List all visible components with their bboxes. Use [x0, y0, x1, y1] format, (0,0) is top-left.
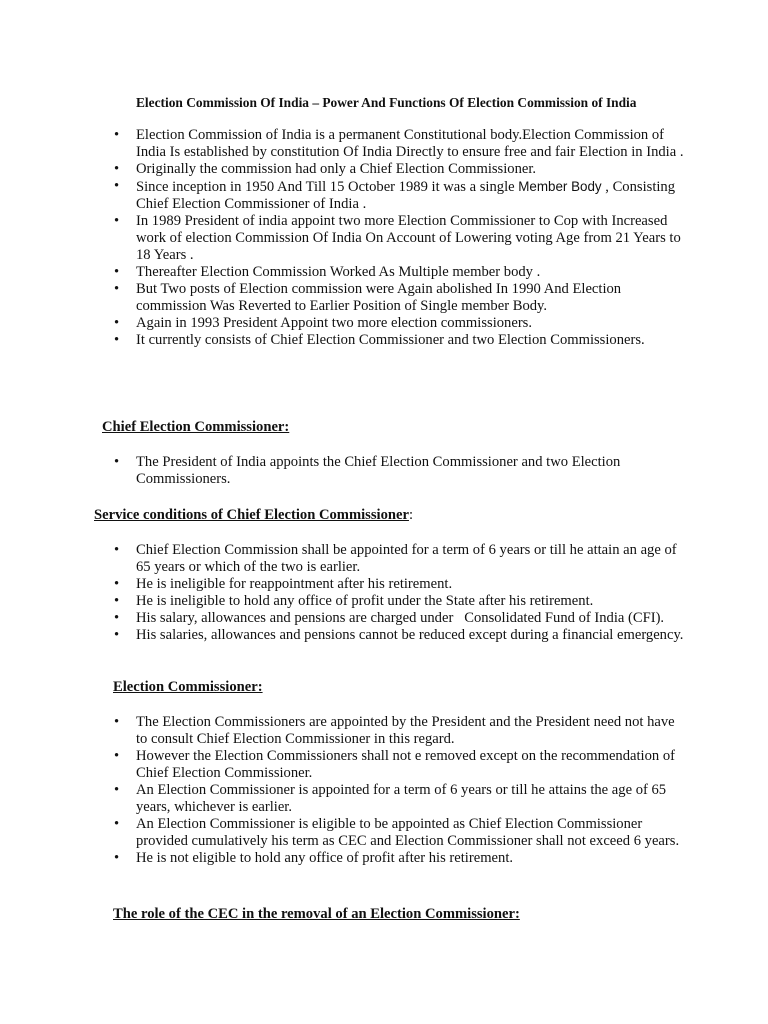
- intro-list: [114, 127, 684, 349]
- bullet-icon: •: [114, 332, 120, 348]
- bullet-icon: •: [114, 748, 120, 764]
- list-item: • Election Commission of India is a permanent Constitutional body.Election Commission of India Is established by constitution Of India Directly to ensure free and fair Election in India .: [114, 127, 684, 160]
- document-title: Election Commission Of India – Power And Functions Of Election Commission of India: [136, 95, 637, 110]
- bullet-icon: •: [114, 593, 120, 609]
- list-item: • He is ineligible for reappointment after his retirement.: [114, 576, 453, 592]
- bullet-icon: •: [114, 281, 120, 297]
- list-item: • He is not eligible to hold any office of profit after his retirement.: [114, 850, 514, 866]
- list-item: • Since inception in 1950 And Till 15 October 1989 it was a single Member Body , Consisting Chief Election Commissioner of India .: [114, 178, 676, 212]
- bullet-icon: •: [114, 454, 120, 470]
- list-item: • The President of India appoints the Chief Election Commissioner and two Election Commissioners.: [114, 454, 621, 487]
- list-item: • But Two posts of Election commission were Again abolished In 1990 And Election commission Was Reverted to Earlier Position of Single member Body.: [114, 281, 622, 314]
- bullet-icon: •: [114, 782, 120, 798]
- bullet-icon: •: [114, 178, 120, 194]
- list-item: • Originally the commission had only a Chief Election Commissioner.: [114, 161, 537, 177]
- list-item: • An Election Commissioner is appointed for a term of 6 years or till he attains the age of 65 years, whichever is earlier.: [114, 782, 667, 815]
- service-list: [114, 542, 684, 644]
- bullet-icon: •: [114, 850, 120, 866]
- list-item: • His salaries, allowances and pensions cannot be reduced except during a financial emergency.: [114, 627, 684, 643]
- list-item: • Chief Election Commission shall be appointed for a term of 6 years or till he attain an age of 65 years or which of the two is earlier.: [114, 542, 677, 575]
- bullet-icon: •: [114, 213, 120, 229]
- list-item: • The Election Commissioners are appointed by the President and the President need not have to consult Chief Election Commissioner in this regard.: [114, 714, 675, 747]
- cec-heading: Chief Election Commissioner:: [102, 419, 290, 435]
- list-item: • His salary, allowances and pensions are charged under Consolidated Fund of India (CFI).: [114, 610, 665, 626]
- list-item: • He is ineligible to hold any office of profit under the State after his retirement.: [114, 593, 594, 609]
- bullet-icon: •: [114, 816, 120, 832]
- list-item: • It currently consists of Chief Election Commissioner and two Election Commissioners.: [114, 332, 645, 348]
- bullet-icon: •: [114, 264, 120, 280]
- removal-heading: The role of the CEC in the removal of an Election Commissioner:: [113, 906, 520, 922]
- bullet-icon: •: [114, 610, 120, 626]
- list-item: • Thereafter Election Commission Worked As Multiple member body .: [114, 264, 541, 280]
- member-body-text: Member Body: [518, 179, 602, 194]
- list-item: • However the Election Commissioners shall not e removed except on the recommendation of Chief Election Commissioner.: [114, 748, 676, 781]
- service-heading: Service conditions of Chief Election Commissioner:: [94, 507, 414, 523]
- ec-heading: Election Commissioner:: [113, 679, 263, 695]
- bullet-icon: •: [114, 627, 120, 643]
- bullet-icon: •: [114, 576, 120, 592]
- bullet-icon: •: [114, 542, 120, 558]
- list-item: • Again in 1993 President Appoint two more election commissioners.: [114, 315, 533, 331]
- bullet-icon: •: [114, 161, 120, 177]
- ec-list: [114, 714, 684, 867]
- bullet-icon: •: [114, 714, 120, 730]
- list-item: • An Election Commissioner is eligible to be appointed as Chief Election Commissioner provided cumulatively his term as CEC and Election Commissioner shall not exceed 6 years.: [114, 816, 680, 849]
- cec-list: [114, 454, 656, 488]
- bullet-icon: •: [114, 127, 120, 143]
- list-item: • In 1989 President of india appoint two more Election Commissioner to Cop with Increased work of election Commission Of India On Account of Lowering voting Age from 21 Years to 18 Years .: [114, 213, 681, 263]
- service-heading-text: Service conditions of Chief Election Commissioner: [94, 507, 409, 523]
- bullet-icon: •: [114, 315, 120, 331]
